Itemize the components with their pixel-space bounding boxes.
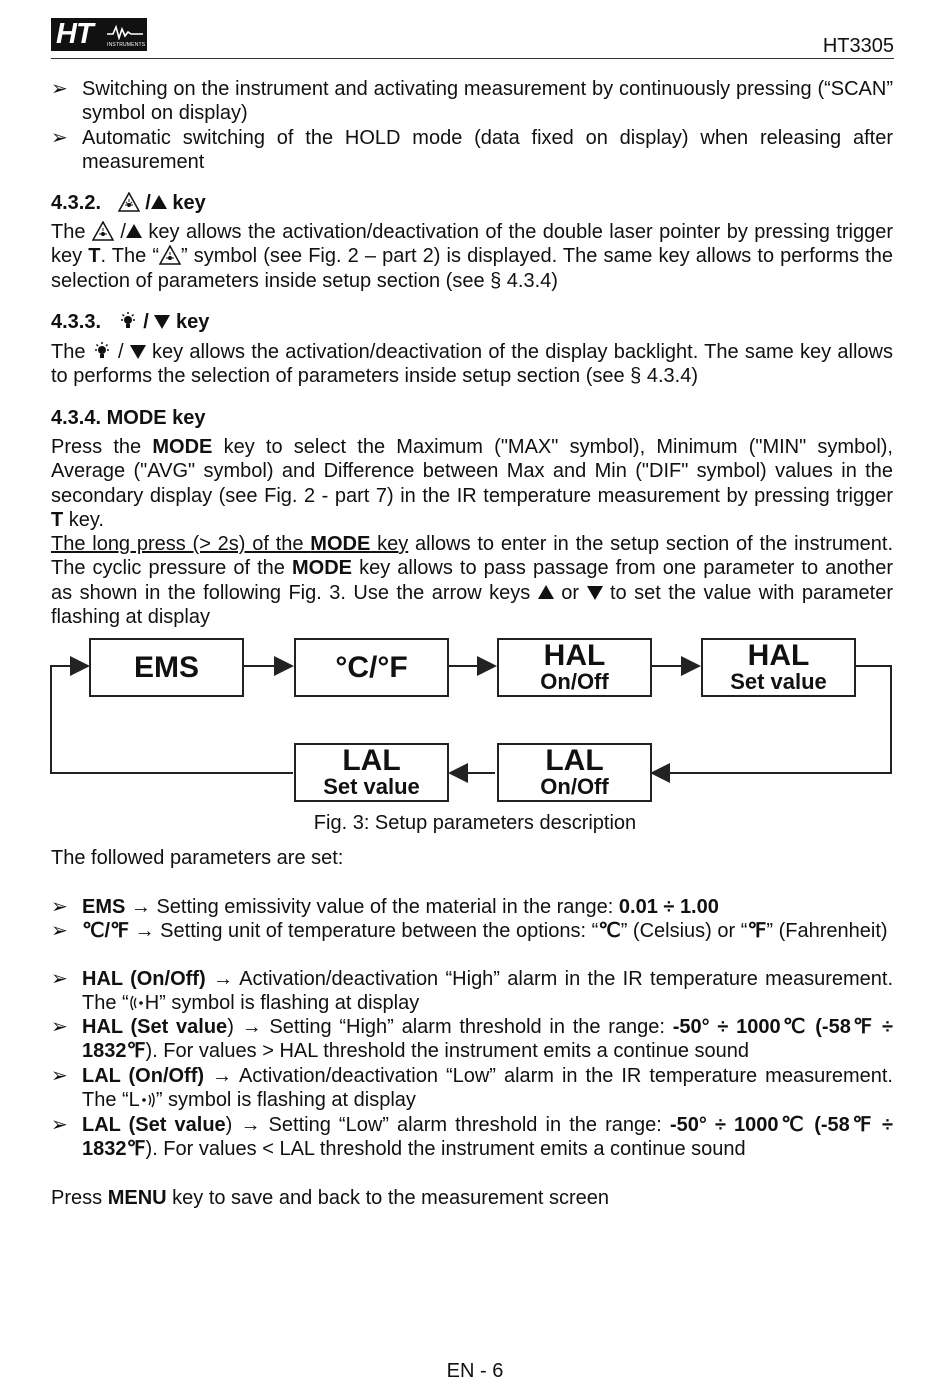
bullet-arrow-icon: ➢ bbox=[51, 896, 68, 918]
waveform-icon bbox=[107, 24, 143, 40]
list-item: ➢ HAL (Set value) → Setting “High” alarm threshold in the range: -50° ÷ 1000℃ (-58℉ ÷ 1832℉). For values > HAL threshold the instrument emits a continue sound bbox=[51, 1016, 894, 1063]
logo-text: HT bbox=[56, 18, 93, 50]
section-heading-4-3-4: 4.3.4. MODE key bbox=[51, 407, 206, 429]
up-arrow-icon bbox=[126, 224, 142, 238]
hal-setvalue-box: HAL Set value bbox=[701, 638, 856, 697]
list-item: ➢ EMS → Setting emissivity value of the material in the range: 0.01 ÷ 1.00 bbox=[51, 896, 719, 918]
backlight-icon bbox=[118, 311, 138, 331]
list-item: ➢ Switching on the instrument and activating measurement by continuously pressing (“SCAN” symbol on display) bbox=[51, 78, 893, 125]
section-heading-4-3-3: 4.3.3. / key bbox=[51, 311, 210, 333]
hal-onoff-box: HAL On/Off bbox=[497, 638, 652, 697]
bullet-arrow-icon: ➢ bbox=[51, 968, 68, 990]
down-arrow-icon bbox=[587, 586, 603, 600]
paragraph-4-3-3: The / key allows the activation/deactivation of the display backlight. The same key allows to performs the selection of parameters inside setup section (see § 4.3.4) bbox=[51, 341, 893, 388]
alarm-sound-icon bbox=[129, 994, 145, 1012]
list-item: ➢ Automatic switching of the HOLD mode (data fixed on display) when releasing after measurement bbox=[51, 127, 893, 174]
laser-icon bbox=[118, 192, 140, 212]
paragraph-4-3-2: The / key allows the activation/deactivation of the double laser pointer by pressing trigger key T. The “ ” symbol (see Fig. 2 – part 2) is displayed. The same key allows to performs the selection of parameters inside setup section (see § 4.3.4) bbox=[51, 221, 893, 292]
lal-setvalue-box: LAL Set value bbox=[294, 743, 449, 802]
bullet-arrow-icon: ➢ bbox=[51, 78, 68, 100]
model-label: HT3305 bbox=[822, 35, 894, 57]
bullet-arrow-icon: ➢ bbox=[51, 1065, 68, 1087]
bullet-arrow-icon: ➢ bbox=[51, 1114, 68, 1136]
backlight-icon bbox=[92, 341, 112, 361]
closing-paragraph: Press MENU key to save and back to the measurement screen bbox=[51, 1187, 610, 1209]
followed-intro: The followed parameters are set: bbox=[51, 847, 344, 869]
laser-icon bbox=[159, 245, 181, 265]
header-divider bbox=[51, 58, 894, 59]
unit-box: °C/°F bbox=[294, 638, 449, 697]
list-item: ➢ HAL (On/Off) → Activation/deactivation “High” alarm in the IR temperature measurement. The “ H” symbol is flashing at display bbox=[51, 968, 894, 1015]
lal-onoff-box: LAL On/Off bbox=[497, 743, 652, 802]
ht-logo bbox=[51, 18, 147, 51]
list-item: ➢ ℃/℉ → Setting unit of temperature between the options: “℃” (Celsius) or “℉” (Fahrenheit) bbox=[51, 920, 888, 942]
list-item: ➢ LAL (Set value) → Setting “Low” alarm threshold in the range: -50° ÷ 1000℃ (-58℉ ÷ 1832℉). For values < LAL threshold the instrument emits a continue sound bbox=[51, 1114, 893, 1161]
down-arrow-icon bbox=[154, 315, 170, 329]
bullet-arrow-icon: ➢ bbox=[51, 127, 68, 149]
bullet-arrow-icon: ➢ bbox=[51, 1016, 68, 1038]
ems-box: EMS bbox=[89, 638, 244, 697]
up-arrow-icon bbox=[538, 585, 554, 599]
logo-subtext: INSTRUMENTS bbox=[107, 42, 146, 48]
figure-caption: Fig. 3: Setup parameters description bbox=[313, 812, 637, 834]
up-arrow-icon bbox=[151, 195, 167, 209]
section-heading-4-3-2: 4.3.2. / key bbox=[51, 192, 206, 214]
bullet-arrow-icon: ➢ bbox=[51, 920, 68, 942]
down-arrow-icon bbox=[130, 345, 146, 359]
paragraph-4-3-4: Press the MODE key to select the Maximum ("MAX" symbol), Minimum ("MIN" symbol), Average ("AVG" symbol) and Difference between Max and Min ("DIF" symbol) values in the secondary display (see Fig. 2 - part 7) in the IR temperature measurement by pressing trigger T key. The long press (> 2s) of the MODE key allows to enter in the setup section of the instrument. The cyclic pressure of the MODE key allows to pass passage from one parameter to another as shown in the following Fig. 3. Use the arrow keys or to set the value with parameter flashing at display bbox=[51, 436, 893, 629]
list-item: ➢ LAL (On/Off) → Activation/deactivation “Low” alarm in the IR temperature measurement. The “L ” symbol is flashing at display bbox=[51, 1065, 893, 1112]
alarm-sound-icon bbox=[140, 1091, 156, 1109]
laser-icon bbox=[92, 221, 114, 241]
long-press-note: The long press (> 2s) of the MODE key bbox=[51, 533, 409, 556]
page-number: EN - 6 bbox=[446, 1360, 504, 1382]
